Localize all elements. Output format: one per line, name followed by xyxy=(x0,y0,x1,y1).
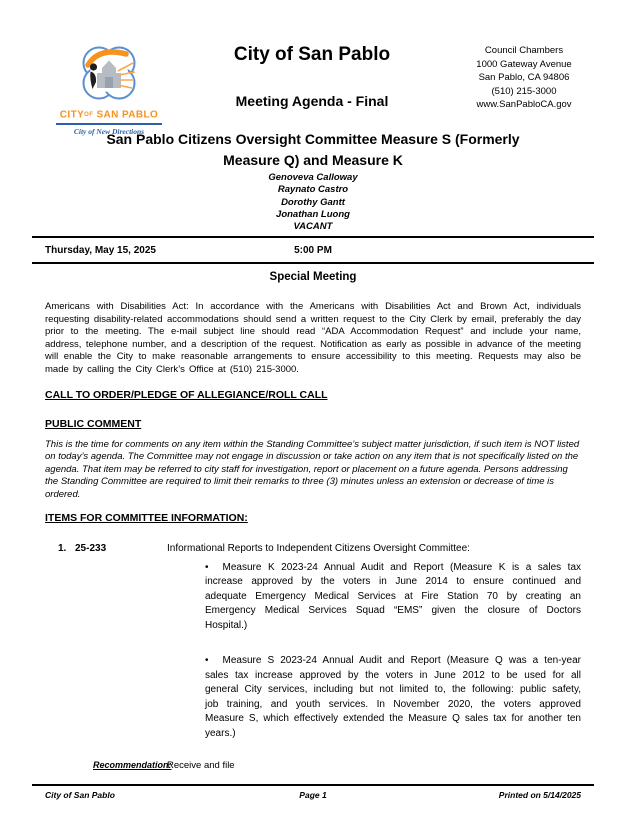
committee-title-line2: Measure Q) and Measure K xyxy=(223,152,403,168)
address-line: Council Chambers xyxy=(484,45,564,56)
meeting-date-row xyxy=(32,238,594,262)
city-logo xyxy=(48,42,170,136)
agenda-item-number: 1. xyxy=(58,542,67,554)
section-public-comment: PUBLIC COMMENT xyxy=(45,417,142,430)
footer-printed-date: Printed on 5/14/2025 xyxy=(498,790,581,800)
public-comment-text: This is the time for comments on any item within the Standing Committee’s subject matter jurisdiction, if such item is NOT listed on today’s agenda. The Committee may not engage in discussion or take action on any item that is not specifically listed on the agenda. That item may be referred to city staff for investigation, report or placement on a future agenda. Persons addressing the Standing Committee are required to limit their remarks to three (3) minutes unless an extension or decrease of time is ordered. xyxy=(45,438,580,500)
horizontal-rule xyxy=(32,262,594,264)
page-footer xyxy=(32,784,594,800)
bullet-icon: • xyxy=(205,561,209,573)
agenda-item-row xyxy=(32,543,594,554)
member-name: Dorothy Gantt xyxy=(281,196,345,208)
meeting-date: Thursday, May 15, 2025 xyxy=(45,245,156,257)
agenda-item-bullet xyxy=(205,654,581,741)
city-seal-icon xyxy=(72,42,146,104)
address-line: 1000 Gateway Avenue xyxy=(476,58,572,70)
logo-underline xyxy=(56,123,162,125)
member-list xyxy=(32,172,594,233)
footer-page-number: Page 1 xyxy=(299,790,327,800)
section-call-to-order: CALL TO ORDER/PLEDGE OF ALLEGIANCE/ROLL CALL xyxy=(45,388,328,401)
recommendation-label: Recommendation: xyxy=(93,760,172,771)
committee-title-line1: San Pablo Citizens Oversight Committee Measure S (Formerly xyxy=(106,131,520,147)
header-center xyxy=(170,42,454,109)
agenda-item-bullet xyxy=(205,561,581,634)
website-url: www.SanPabloCA.gov xyxy=(476,99,572,111)
footer-city: City of San Pablo xyxy=(45,790,115,800)
member-name: Genoveva Calloway xyxy=(268,172,358,183)
page-header xyxy=(32,42,594,136)
logo-wordmark: CITYOF SAN PABLO xyxy=(59,109,159,121)
member-name: Raynato Castro xyxy=(277,184,349,196)
agenda-item-title: Informational Reports to Independent Citizens Oversight Committee: xyxy=(167,542,470,554)
agenda-item-file-id: 25-233 xyxy=(75,542,107,554)
document-type: Meeting Agenda - Final xyxy=(235,93,389,109)
city-title: City of San Pablo xyxy=(233,44,391,65)
address-block xyxy=(454,44,594,112)
address-line: (510) 215-3000 xyxy=(491,85,557,97)
recommendation-value: Receive and file xyxy=(167,760,235,772)
logo-tagline: City of New Directions xyxy=(73,126,145,136)
recommendation-row xyxy=(32,760,594,771)
ada-notice: Americans with Disabilities Act: In accordance with the Americans with Disabilities Act and Brown Act, individuals requesting disability-related accommodations should send a written request to the City Clerk by email, preferably the day prior to the meeting. The e-mail subject line should read “ADA Accommodation Request” and include your name, address, telephone number, and a description of the request. Notification as early as possible in advance of the meeting will enable the City to make reasonable arrangements to ensure accessibility to this meeting. Requests may also be made by calling the City Clerk’s Office at (510) 215-3000. xyxy=(45,301,581,375)
bullet-text: Measure S 2023-24 Annual Audit and Report (Measure Q was a ten-year sales tax increase approved by the voters in June 2012 to be used for all general City services, including but not limited to, the following: public safety, job training, and youth services. In November 2020, the voters approved Measure S, which effectively extended the Measure Q sales tax for another ten years.) xyxy=(205,655,581,739)
member-name: Jonathan Luong xyxy=(276,208,350,220)
member-name: VACANT xyxy=(293,221,333,233)
address-line: San Pablo, CA 94806 xyxy=(478,72,570,84)
section-items-for-information: ITEMS FOR COMMITTEE INFORMATION: xyxy=(45,511,248,524)
bullet-icon: • xyxy=(205,655,209,667)
bullet-text: Measure K 2023-24 Annual Audit and Report (Measure K is a sales tax increase approved by the voters in June 2014 to ensure continued and adequate Emergency Medical Services at Fire Station 70 by creating an Emergency Medical Services Squad “EMS” given the closure of Doctors Hospital.) xyxy=(205,561,581,631)
meeting-time: 5:00 PM xyxy=(294,245,332,257)
committee-title xyxy=(32,126,594,171)
meeting-type: Special Meeting xyxy=(269,271,357,284)
